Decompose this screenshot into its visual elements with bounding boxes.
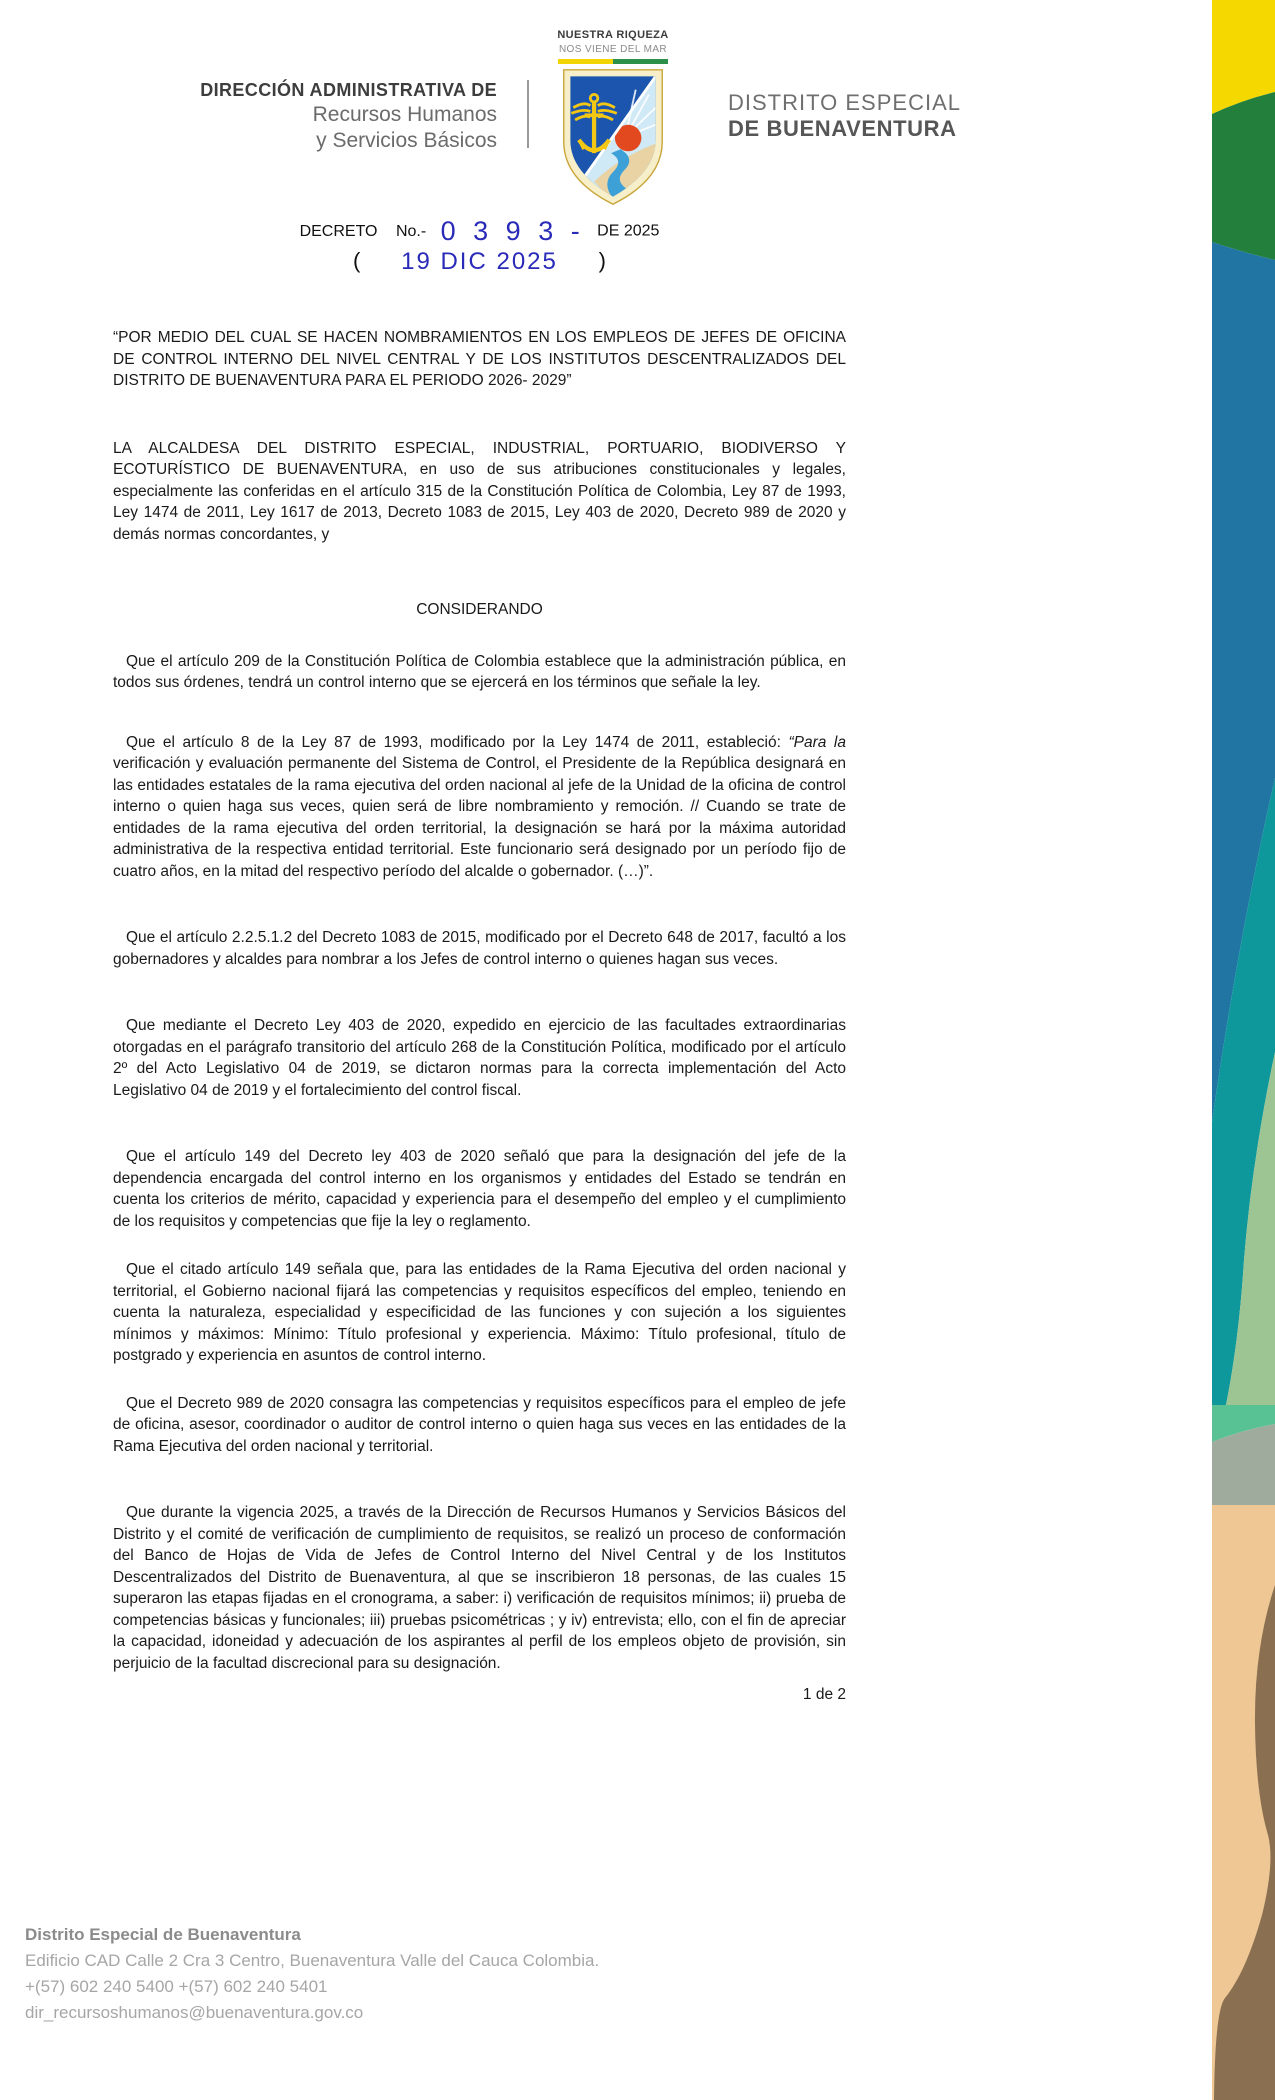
decree-number-line [113, 216, 846, 247]
decree-title: “POR MEDIO DEL CUAL SE HACEN NOMBRAMIENTOS EN LOS EMPLEOS DE JEFES DE OFICINA DE CONTROL INTERNO DEL NIVEL CENTRAL Y DE LOS INSTITUTOS DESCENTRALIZADOS DEL DISTRITO DE BUENAVENTURA PARA EL PERIODO 2026- 2029” [113, 329, 846, 389]
decree-date-stamp: 19 DIC 2025 [401, 248, 558, 275]
recital-paragraph: Que el artículo 209 de la Constitución Política de Colombia establece que la administración pública, en todos sus órdenes, tendrá un control interno que se ejercerá en los términos que señale la ley. [113, 652, 846, 691]
recital-paragraph-quote [113, 732, 846, 883]
recital-paragraph: Que el Decreto 989 de 2020 consagra las competencias y requisitos específicos para el empleo de jefe de oficina, asesor, coordinador o auditor de control interno o quien haga sus veces en las entidades de la Rama Ejecutiva del orden nacional y territorial. [113, 1394, 846, 1455]
department-title-block [200, 78, 497, 154]
footer-address: Edificio CAD Calle 2 Cra 3 Centro, Buenaventura Valle del Cauca Colombia. [25, 1951, 600, 1970]
recital-paragraph: Que el artículo 149 del Decreto ley 403 de 2020 señaló que para la designación del jefe de la dependencia encargada del control interno en los organismos y entidades del Estado se tendrán en cuenta los criterios de mérito, capacidad y experiencia para el desempeño del empleo y el cumplimiento de los requisitos y competencias que fije la ley o reglamento. [113, 1148, 846, 1230]
decree-year: DE 2025 [597, 222, 660, 240]
recital-paragraph: Que durante la vigencia 2025, a través de la Dirección de Recursos Humanos y Servicios Básicos del Distrito y el comité de verificación de cumplimiento de requisitos, se realizó un proceso de conformación del Banco de Hojas de Vida de Jefes de Control Interno del Nivel Central y de los Institutos Descentralizados del Distrito de Buenaventura, al que se inscribieron 18 personas, de las cuales 15 superaron las etapas fijadas en el cronograma, a saber: i) verificación de requisitos mínimos; ii) prueba de competencias básicas y funcionales; iii) pruebas psicométricas ; y iv) entrevista; ello, con el fin de apreciar la capacidad, idoneidad y adecuación de los aspirantes al perfil de los empleos objeto de provisión, sin perjuicio de la facultad discrecional para su designación. [113, 1504, 846, 1672]
paren-open: ( [353, 248, 361, 273]
district-line1: DISTRITO ESPECIAL [728, 90, 961, 115]
department-line3: y Servicios Básicos [316, 129, 497, 152]
footer-phones: +(57) 602 240 5400 +(57) 602 240 5401 [25, 1977, 328, 1996]
crest-motto-line2: NOS VIENE DEL MAR [558, 44, 668, 55]
quote-post: verificación y evaluación permanente del Sistema de Control, el Presidente de la República designará en las entidades estatales de la rama ejecutiva del orden nacional al jefe de la Unidad de la oficina de control interno o quien haga sus veces, quien será de libre nombramiento y remoción. // Cuando se trate de entidades de la rama ejecutiva del orden territorial, la designación se hará por la máxima autoridad administrativa de la respectiva entidad territorial. Este funcionario será designado por un período fijo de cuatro años, en la mitad del respectivo período del alcalde o gobernador. (…)”. [113, 755, 846, 880]
crest-bar-yellow [558, 59, 613, 64]
header-divider [527, 80, 529, 148]
crest-bar-green [613, 59, 668, 64]
decree-label: DECRETO [299, 222, 378, 240]
district-title-block [728, 90, 961, 142]
footer-email: dir_recursoshumanos@buenaventura.gov.co [25, 2003, 364, 2022]
paren-close: ) [598, 248, 606, 273]
decree-date-line [113, 248, 846, 276]
decree-number-stamp: 0 3 9 3 - [440, 216, 585, 246]
considerando-heading: CONSIDERANDO [416, 601, 543, 618]
city-crest [545, 28, 681, 213]
page-number: 1 de 2 [802, 1686, 846, 1703]
right-color-stripe [1212, 0, 1275, 2100]
quote-italic: “Para la [788, 733, 846, 751]
recital-paragraph: Que mediante el Decreto Ley 403 de 2020, expedido en ejercicio de las facultades extraordinarias otorgadas en el parágrafo transitorio del artículo 268 de la Constitución Política, modificado por el artículo 2º del Acto Legislativo 04 de 2019, se dictaron normas para la correcta implementación del Acto Legislativo 04 de 2019 y el fortalecimiento del control fiscal. [113, 1017, 846, 1099]
crest-motto-line1: NUESTRA RIQUEZA [557, 29, 669, 41]
district-line2: DE BUENAVENTURA [728, 116, 957, 141]
department-line2: Recursos Humanos [312, 103, 497, 126]
department-name: DIRECCIÓN ADMINISTRATIVA DE [200, 80, 497, 100]
shield-icon [557, 66, 669, 208]
decree-body [113, 327, 846, 1706]
document-footer [25, 1922, 599, 2026]
quote-pre: Que el artículo 8 de la Ley 87 de 1993, modificado por la Ley 1474 de 2011, estableció: [126, 733, 789, 751]
decree-preamble: LA ALCALDESA DEL DISTRITO ESPECIAL, INDUSTRIAL, PORTUARIO, BIODIVERSO Y ECOTURÍSTICO DE BUENAVENTURA, en uso de sus atribuciones constitucionales y legales, especialmente las conferidas en el artículo 315 de la Constitución Política de Colombia, Ley 87 de 1993, Ley 1474 de 2011, Ley 1617 de 2013, Decreto 1083 de 2015, Ley 403 de 2020, Decreto 989 de 2020 y demás normas concordantes, y [113, 439, 846, 543]
decree-no-label: No.- [395, 222, 427, 240]
footer-entity-name: Distrito Especial de Buenaventura [25, 1925, 301, 1944]
crest-color-bar [558, 59, 668, 64]
recital-paragraph: Que el artículo 2.2.5.1.2 del Decreto 1083 de 2015, modificado por el Decreto 648 de 2017, facultó a los gobernadores y alcaldes para nombrar a los Jefes de control interno o quienes hagan sus veces. [113, 929, 846, 968]
recital-paragraph: Que el citado artículo 149 señala que, para las entidades de la Rama Ejecutiva del orden nacional y territorial, el Gobierno nacional fijará las competencias y requisitos específicos del empleo, teniendo en cuenta la naturaleza, especialidad y especificidad de las funciones y con sujeción a los siguientes mínimos y máximos: Mínimo: Título profesional y experiencia. Máximo: Título profesional, título de postgrado y experiencia en asuntos de control interno. [113, 1261, 846, 1364]
